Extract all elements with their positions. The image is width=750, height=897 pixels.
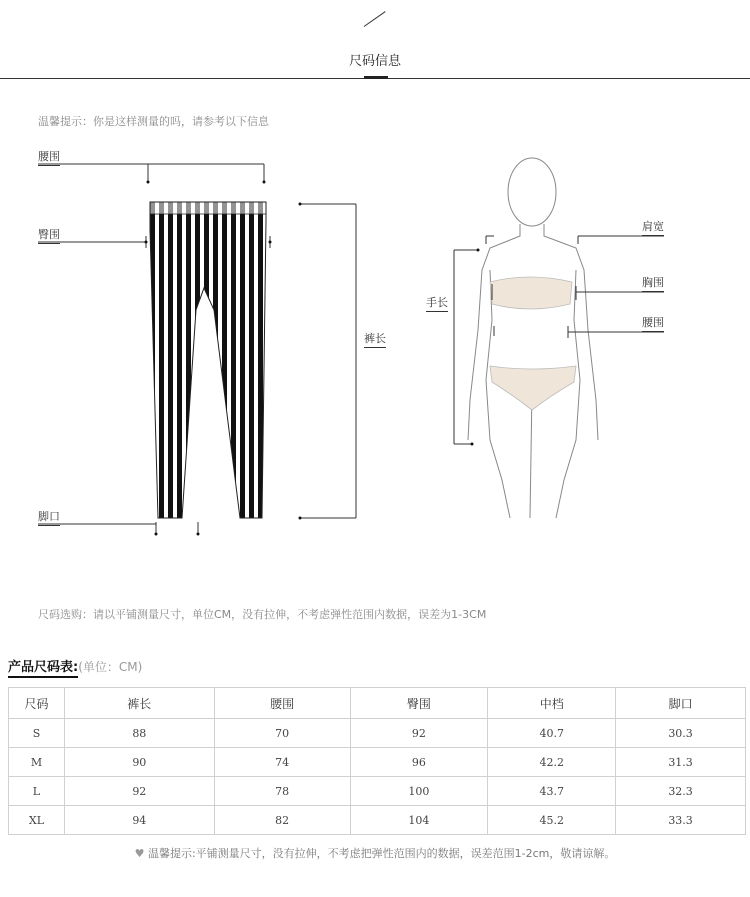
decorative-slash	[364, 11, 386, 27]
label-pants-length: 裤长	[364, 330, 386, 348]
label-hem: 脚口	[38, 508, 60, 526]
measurement-diagram	[0, 140, 750, 540]
bottom-tip	[0, 845, 750, 861]
size-selection-tip: 尺码选购：请以平铺测量尺寸，单位CM，没有拉伸，不考虑弹性范围内数据，误差为1-3CM	[38, 608, 487, 621]
label-waist: 腰围	[38, 148, 60, 166]
size-table-title-text: 产品尺码表:	[8, 660, 78, 678]
table-header-row	[9, 688, 746, 719]
heart-icon: ♥	[134, 847, 145, 860]
header-hem: 脚口	[616, 688, 746, 719]
cell-hip: 92	[350, 719, 488, 748]
cell-size: M	[9, 748, 65, 777]
section-title: 尺码信息	[348, 54, 401, 69]
size-table-unit: (单位：CM)	[78, 660, 143, 674]
cell-hem: 33.3	[616, 806, 746, 835]
cell-waist: 78	[214, 777, 350, 806]
size-table-title	[8, 656, 142, 675]
section-header	[0, 0, 750, 82]
label-hip: 臀围	[38, 226, 60, 244]
header-length: 裤长	[64, 688, 214, 719]
header-mid-thigh: 中档	[488, 688, 616, 719]
cell-waist: 82	[214, 806, 350, 835]
measure-tip: 温馨提示：你是这样测量的吗，请参考以下信息	[38, 115, 269, 128]
cell-mid-thigh: 42.2	[488, 748, 616, 777]
cell-length: 90	[64, 748, 214, 777]
label-shoulder: 肩宽	[642, 218, 664, 236]
body-figure	[468, 158, 598, 518]
pants-illustration	[145, 200, 270, 522]
header-hip: 臀围	[350, 688, 488, 719]
cell-size: S	[9, 719, 65, 748]
cell-hem: 30.3	[616, 719, 746, 748]
cell-size: L	[9, 777, 65, 806]
size-table	[8, 687, 746, 835]
table-row	[9, 806, 746, 835]
cell-length: 94	[64, 806, 214, 835]
bottom-tip-text: 温馨提示:平铺测量尺寸，没有拉伸，不考虑把弹性范围内的数据，误差范围1-2cm，敬请谅解。	[147, 847, 616, 860]
cell-hem: 32.3	[616, 777, 746, 806]
table-row	[9, 748, 746, 777]
cell-mid-thigh: 40.7	[488, 719, 616, 748]
cell-waist: 70	[214, 719, 350, 748]
body-measure-lines	[454, 236, 664, 444]
cell-length: 92	[64, 777, 214, 806]
cell-hem: 31.3	[616, 748, 746, 777]
title-accent-bar	[364, 76, 388, 79]
cell-hip: 100	[350, 777, 488, 806]
table-row	[9, 719, 746, 748]
underwear	[490, 277, 576, 410]
header-waist: 腰围	[214, 688, 350, 719]
label-arm-length: 手长	[426, 294, 448, 312]
label-body-waist: 腰围	[642, 314, 664, 332]
cell-size: XL	[9, 806, 65, 835]
cell-mid-thigh: 45.2	[488, 806, 616, 835]
cell-mid-thigh: 43.7	[488, 777, 616, 806]
cell-hip: 96	[350, 748, 488, 777]
header-size: 尺码	[9, 688, 65, 719]
cell-waist: 74	[214, 748, 350, 777]
label-bust: 胸围	[642, 274, 664, 292]
cell-length: 88	[64, 719, 214, 748]
cell-hip: 104	[350, 806, 488, 835]
table-row	[9, 777, 746, 806]
